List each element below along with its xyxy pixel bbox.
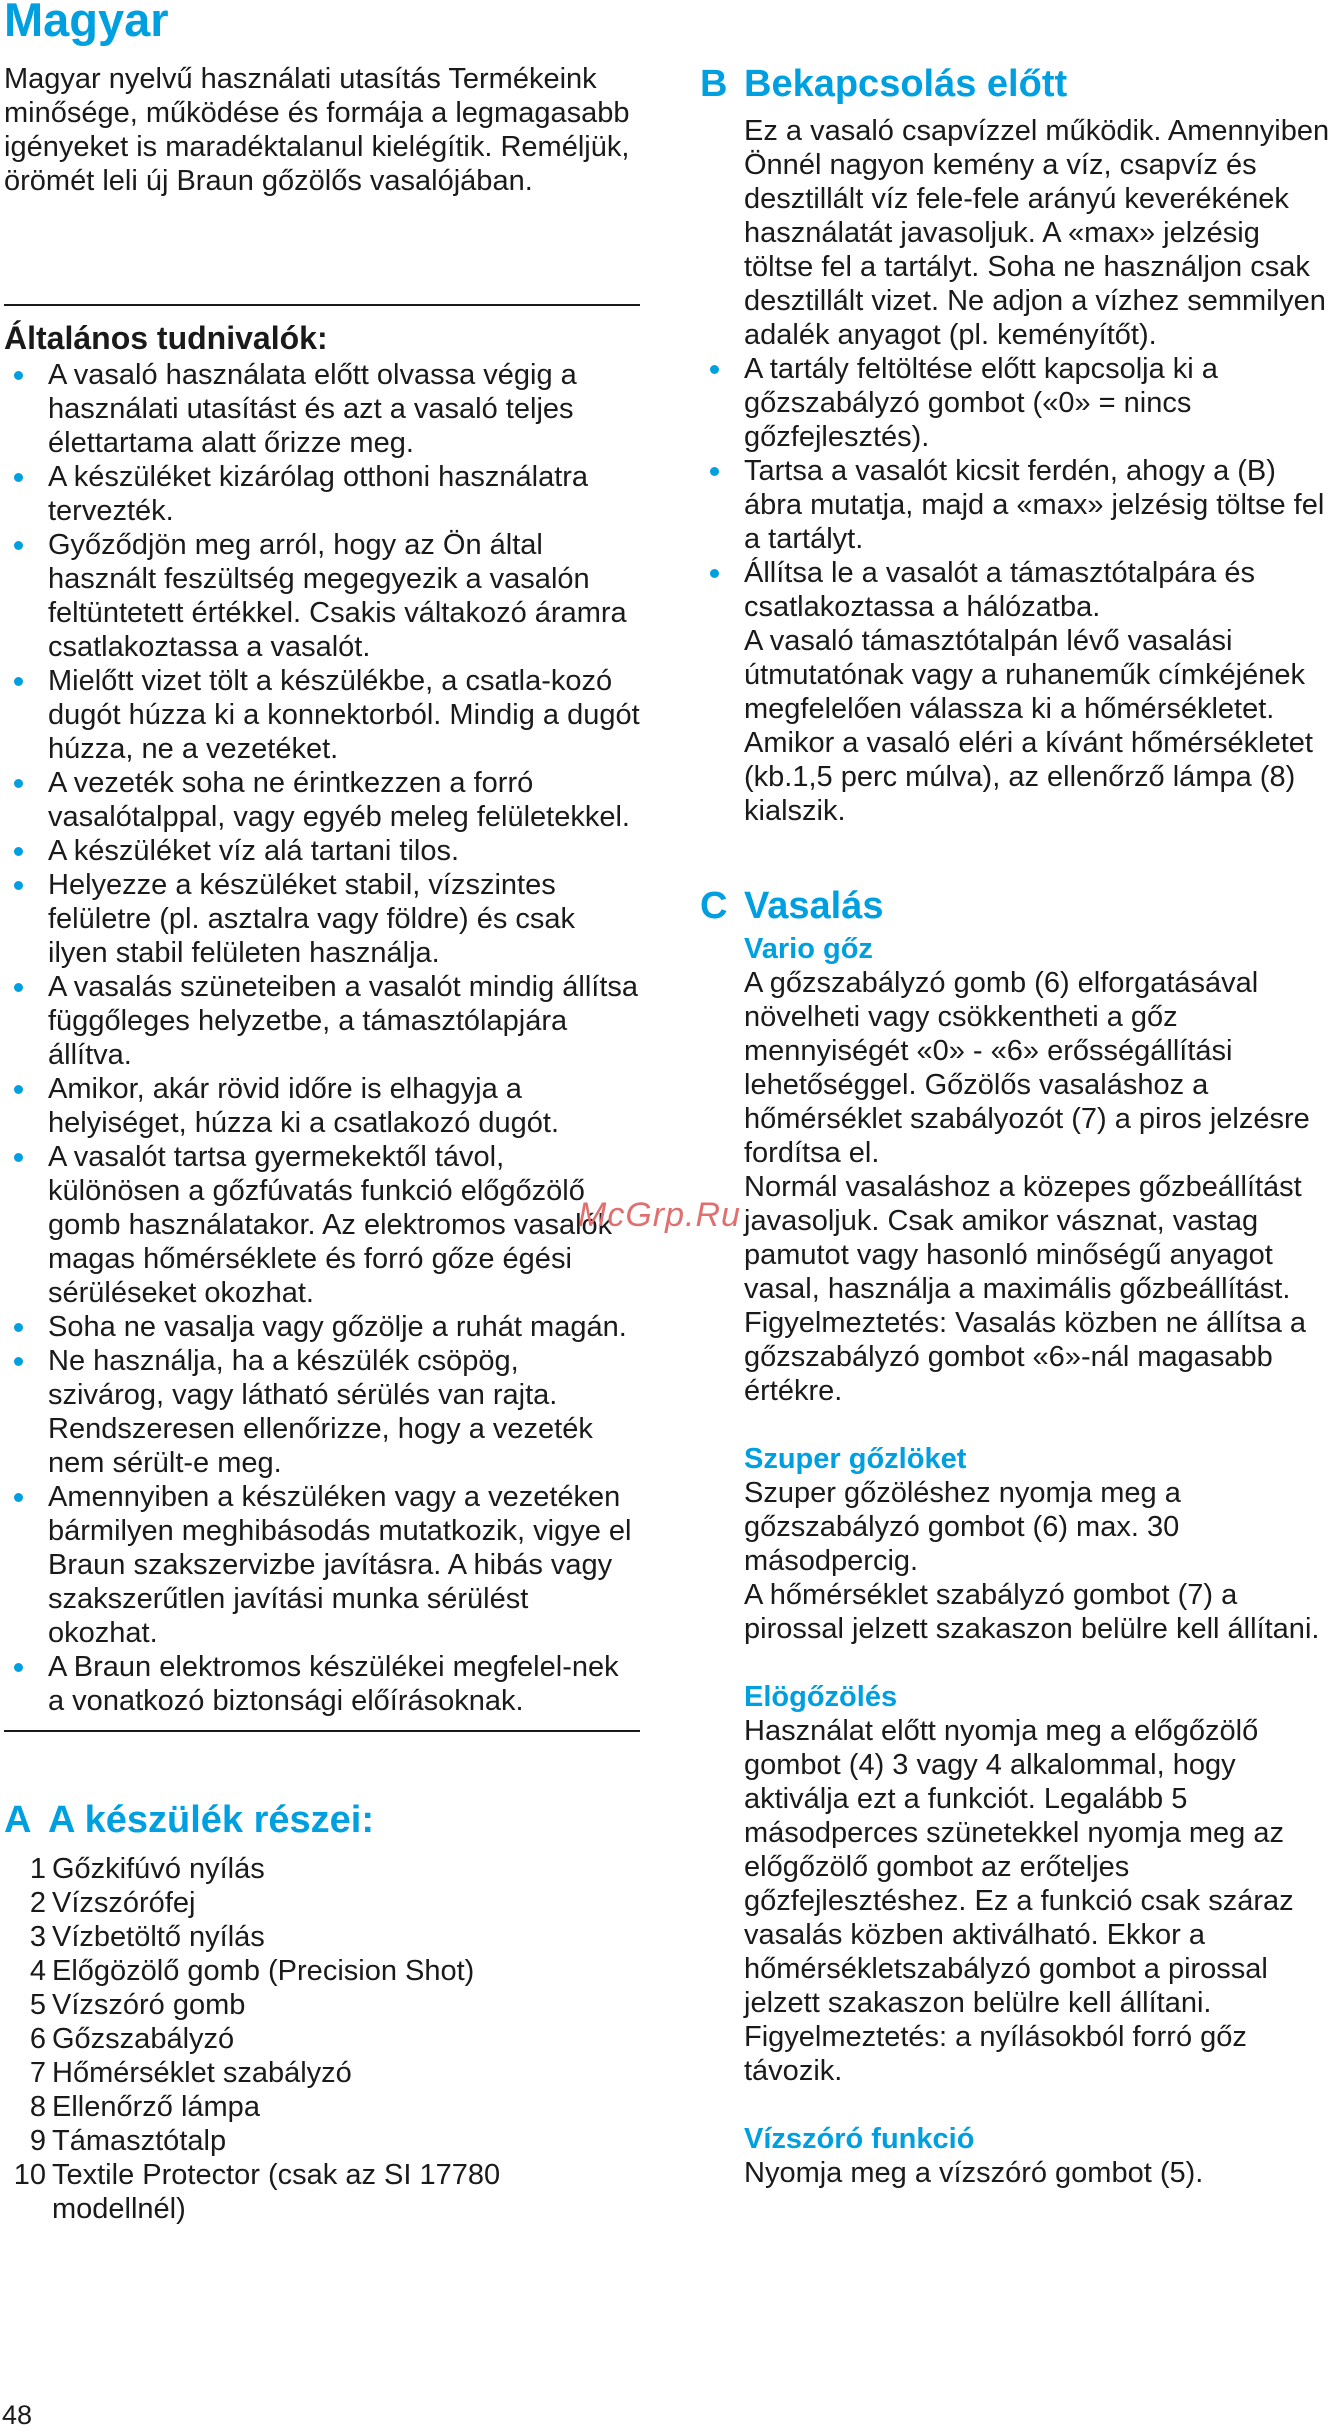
- divider: [4, 1730, 640, 1732]
- list-item: A Braun elektromos készülékei megfelel-nek a vonatkozó biztonsági előírásoknak.: [4, 1650, 640, 1718]
- intro-paragraph: Magyar nyelvű használati utasítás Termékeink minősége, működése és formája a legmagasabb igényeket is maradéktalanul kielégítik. Reméljük, örömét leli új Braun gőzölős vasalójában.: [4, 63, 630, 197]
- section-b-lamp: Amikor a vasaló eléri a kívánt hőmérsékletet (kb.1,5 perc múlva), az ellenőrző lámpa (8) kialszik.: [744, 727, 1313, 827]
- bullet-icon: [14, 1493, 23, 1502]
- list-item: A tartály feltöltése előtt kapcsolja ki a gőzszabályzó gombot («0» = nincs gőzfejlesztés).: [700, 352, 1330, 454]
- list-item: 9 Támasztótalp: [29, 2125, 227, 2157]
- super-text: Szuper gőzöléshez nyomja meg a gőzszabályzó gombot (6) max. 30 másodpercig.: [744, 1477, 1181, 1577]
- list-item: 1 Gőzkifúvó nyílás: [29, 1853, 265, 1885]
- bullet-icon: [710, 467, 719, 476]
- bullet-icon: [14, 473, 23, 482]
- pre-steam-heading: Elögőzölés: [744, 1681, 898, 1713]
- bullet-icon: [14, 779, 23, 788]
- bullet-icon: [14, 1323, 23, 1332]
- super-heading: Szuper gőzlöket: [744, 1443, 967, 1475]
- list-item: 8 Ellenőrző lámpa: [29, 2091, 260, 2123]
- right-column: [700, 62, 1330, 2190]
- list-item: Ne használja, ha a készülék csöpög, szivárog, vagy látható sérülés van rajta. Rendszeresen ellenőrizze, hogy a vezeték nem sérült-e meg.: [4, 1344, 640, 1480]
- bullet-icon: [14, 541, 23, 550]
- bullet-icon: [14, 1357, 23, 1366]
- list-item: 10 Textile Protector (csak az SI 17780 modellnél): [13, 2159, 501, 2225]
- vario-warning: Figyelmeztetés: Vasalás közben ne állítsa a gőzszabályzó gombot «6»-nál magasabb értékre.: [744, 1307, 1307, 1407]
- watermark: McGrp.Ru: [578, 1196, 741, 1234]
- general-heading: Általános tudnivalók:: [4, 320, 328, 356]
- divider: [4, 304, 640, 306]
- list-item: 7 Hőmérséklet szabályzó: [29, 2057, 352, 2089]
- vario-text: A gőzszabályzó gomb (6) elforgatásával növelheti vagy csökkentheti a gőz mennyiségét «0» - «6» erősségállítási lehetőséggel. Gőzölős vasaláshoz a hőmérséklet szabályozót (7) a piros jelzésre fordítsa el.: [744, 967, 1310, 1169]
- pre-steam-text: Használat előtt nyomja meg a előgőzölő gombot (4) 3 vagy 4 alkalommal, hogy aktiválja ezt a funkciót. Legalább 5 másodperces szünetekkel nyomja meg az előgőzölő gombot az erőteljes gőzfejlesztéshez. Ez a funkció csak száraz vasalás közben aktiválható. Ekkor a hőmérsékletszabályzó gombot a pirossal jelzett szakaszon belülre kell állítani.: [744, 1715, 1294, 2019]
- bullet-icon: [14, 1153, 23, 1162]
- super-text: A hőmérséklet szabályzó gombot (7) a pirossal jelzett szakaszon belülre kell állítani.: [744, 1579, 1320, 1645]
- list-item: A készüléket víz alá tartani tilos.: [4, 834, 640, 868]
- vario-heading: Vario gőz: [744, 933, 873, 965]
- bullet-icon: [710, 365, 719, 374]
- list-item: Tartsa a vasalót kicsit ferdén, ahogy a (B) ábra mutatja, majd a «max» jelzésig töltse fel a tartályt.: [700, 454, 1330, 556]
- list-item: Állítsa le a vasalót a támasztótalpára és csatlakoztassa a hálózatba.: [700, 556, 1330, 624]
- list-item: A vasalás szüneteiben a vasalót mindig állítsa függőleges helyzetbe, a támasztólapjára állítva.: [4, 970, 640, 1072]
- bullet-icon: [14, 677, 23, 686]
- left-column: [4, 62, 640, 2226]
- list-item: A vezeték soha ne érintkezzen a forró vasalótalppal, vagy egyéb meleg felületekkel.: [4, 766, 640, 834]
- bullet-icon: [14, 1663, 23, 1672]
- page-title: Magyar: [4, 0, 169, 46]
- section-b-temperature: A vasaló támasztótalpán lévő vasalási útmutatónak vagy a ruhaneműk címkéjének megfelelően válassza ki a hőmérsékletet.: [744, 625, 1305, 725]
- bullet-icon: [14, 1085, 23, 1094]
- list-item: 2 Vízszórófej: [29, 1887, 196, 1919]
- page-number: 48: [2, 2400, 33, 2430]
- list-item: Győződjön meg arról, hogy az Ön által használt feszültség megegyezik a vasalón feltüntetett értékkel. Csakis váltakozó áramra csatlakoztassa a vasalót.: [4, 528, 640, 664]
- list-item: 3 Vízbetöltő nyílás: [29, 1921, 265, 1953]
- section-a-heading: A A készülék részei:: [4, 1799, 374, 1841]
- section-b-intro: Ez a vasaló csapvízzel működik. Amennyiben Önnél nagyon kemény a víz, csapvíz és desztillált víz fele-fele arányú keverékének használatát javasoljuk. A «max» jelzésig töltse fel a tartályt. Soha ne használjon csak desztillált vizet. Ne adjon a vízhez semmilyen adalék anyagot (pl. keményítőt).: [744, 115, 1330, 351]
- list-item: Soha ne vasalja vagy gőzölje a ruhát magán.: [4, 1310, 640, 1344]
- list-item: Amikor, akár rövid időre is elhagyja a helyiséget, húzza ki a csatlakozó dugót.: [4, 1072, 640, 1140]
- spray-text: Nyomja meg a vízszóró gombot (5).: [744, 2157, 1204, 2189]
- list-item: 4 Előgözölő gomb (Precision Shot): [29, 1955, 475, 1987]
- list-item: 6 Gőzszabályzó: [29, 2023, 235, 2055]
- bullet-icon: [14, 847, 23, 856]
- vario-text: Normál vasaláshoz a közepes gőzbeállítást javasoljuk. Csak amikor vásznat, vastag pamutot vagy hasonló minőségű anyagot vasal, használja a maximális gőzbeállítást.: [744, 1171, 1302, 1305]
- list-item: A készüléket kizárólag otthoni használatra tervezték.: [4, 460, 640, 528]
- list-item: A vasaló használata előtt olvassa végig a használati utasítást és azt a vasaló teljes élettartama alatt őrizze meg.: [4, 358, 640, 460]
- list-item: 5 Vízszóró gomb: [29, 1989, 246, 2021]
- list-item: Amennyiben a készüléken vagy a vezetéken bármilyen meghibásodás mutatkozik, vigye el Braun szakszervizbe javításra. A hibás vagy szakszerűtlen javítási munka sérülést okozhat.: [4, 1480, 640, 1650]
- spray-heading: Vízszóró funkció: [744, 2123, 975, 2155]
- list-item: Helyezze a készüléket stabil, vízszintes felületre (pl. asztalra vagy földre) és csak ilyen stabil felületen használja.: [4, 868, 640, 970]
- pre-steam-warning: Figyelmeztetés: a nyílásokból forró gőz távozik.: [744, 2021, 1247, 2087]
- bullet-icon: [14, 881, 23, 890]
- section-b-list: [700, 352, 1330, 624]
- bullet-icon: [710, 569, 719, 578]
- list-item: Mielőtt vizet tölt a készülékbe, a csatla-kozó dugót húzza ki a konnektorból. Mindig a dugót húzza, ne a vezetéket.: [4, 664, 640, 766]
- parts-list: [4, 1852, 640, 2226]
- section-b-heading: B Bekapcsolás előtt: [700, 63, 1068, 105]
- bullet-icon: [14, 983, 23, 992]
- general-list: [4, 358, 640, 1718]
- bullet-icon: [14, 371, 23, 380]
- list-item: A vasalót tartsa gyermekektől távol, különösen a gőzfúvatás funkció előgőzölő gomb használatakor. Az elektromos vasalók magas hőmérséklete és forró gőze égési sérüléseket okozhat.: [4, 1140, 640, 1310]
- section-c-heading: C Vasalás: [700, 885, 884, 927]
